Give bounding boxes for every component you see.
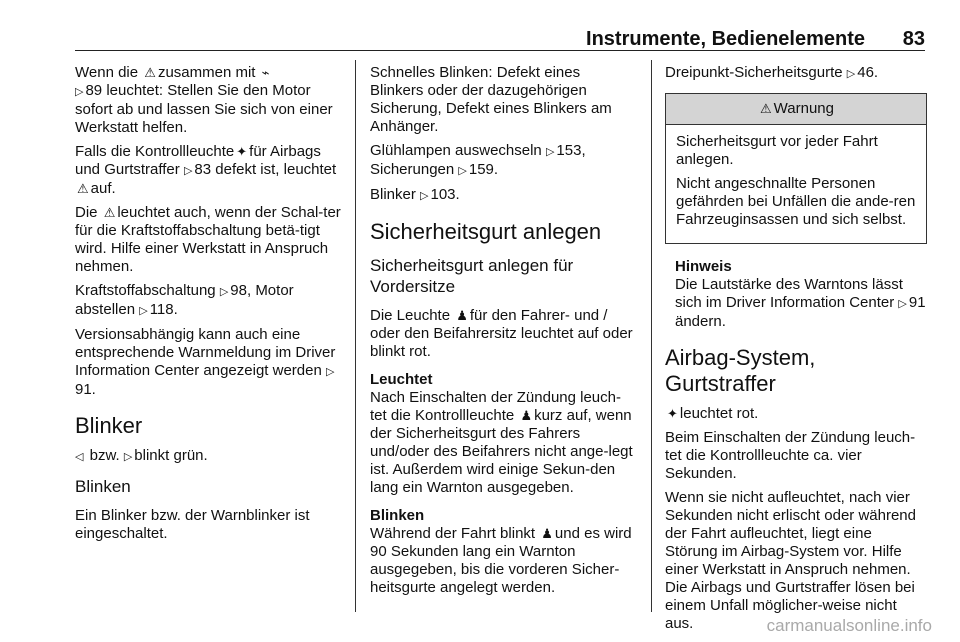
paragraph: Blinker ▷ 103. [370, 186, 460, 203]
note-title: Hinweis [675, 258, 732, 275]
warning-box-title: ⚠ Warnung [666, 94, 926, 125]
subsection-heading-vordersitze: Sicherheitsgurt anlegen für Vordersitze [370, 256, 574, 296]
page-reference-arrow-icon: ▷ [183, 165, 193, 177]
paragraph: Nicht angeschnallte Personen gefährden bei Unfällen die ande-ren Fahrzeuginsassen und sich selbst. [676, 175, 916, 228]
paragraph: Während der Fahrt blinkt ♟ und es wird 90 Sekunden lang ein Warnton ausgegeben, bis die vorderen Sicher-heitsgurte angelegt werden. [370, 525, 632, 596]
seatbelt-icon: ♟ [520, 408, 533, 423]
airbag-icon: ✦ [667, 406, 678, 421]
subsection-heading-blinken: Blinken [75, 477, 131, 496]
paragraph: Ein Blinker bzw. der Warnblinker ist eingeschaltet. [75, 507, 310, 542]
paragraph: Sicherheitsgurt vor jeder Fahrt anlegen. [676, 133, 878, 168]
page-reference-arrow-icon: ▷ [898, 298, 907, 310]
paragraph: Wenn die ⚠ zusammen mit ⌁ ▷ 89 leuchtet: Stellen Sie den Motor sofort ab und lassen Sie sich von einer Werkstatt helfen. [75, 64, 333, 136]
paragraph: Glühlampen auswechseln ▷ 153, Sicherungen ▷ 159. [370, 142, 586, 178]
seatbelt-icon: ♟ [456, 308, 468, 323]
label-blinken: Blinken [370, 507, 425, 524]
paragraph: Schnelles Blinken: Defekt eines Blinkers oder der dazugehörigen Sicherung, Defekt eines Blinkers am Anhänger. [370, 64, 612, 135]
section-heading-blinker: Blinker [75, 413, 143, 438]
warning-triangle-icon: ⚠ [103, 205, 116, 220]
page-reference-arrow-icon: ▷ [139, 305, 148, 317]
column-right [665, 64, 927, 639]
page-reference-arrow-icon: ▷ [75, 86, 84, 98]
paragraph: Falls die Kontrollleuchte ✦ für Airbags und Gurtstraffer ▷ 83 defekt ist, leuchtet ⚠ auf. [75, 143, 337, 197]
paragraph: ✦ leuchtet rot. [667, 405, 759, 422]
paragraph: Versionsabhängig kann auch eine entsprechende Warnmeldung im Driver Information Center angezeigt werden ▷91. [75, 326, 336, 398]
turn-signal-left-icon: ◁ [75, 451, 84, 463]
page-reference-arrow-icon: ▷ [219, 286, 229, 298]
note-box [665, 258, 927, 331]
page-title: Instrumente, Bedienelemente [586, 28, 865, 50]
page-number: 83 [902, 28, 925, 50]
warning-triangle-icon: ⚠ [760, 101, 772, 116]
warning-box-body [666, 125, 926, 243]
note-text: Die Lautstärke des Warntons lässt sich im Driver Information Center ▷ 91 ändern. [675, 276, 926, 330]
page-reference-arrow-icon: ▷ [420, 190, 429, 202]
paragraph: Kraftstoffabschaltung ▷ 98, Motor abstellen ▷ 118. [75, 282, 294, 318]
page-header [75, 22, 925, 52]
label-leuchtet: Leuchtet [370, 371, 433, 388]
page-reference-arrow-icon: ▷ [846, 68, 856, 80]
paragraph: Dreipunkt-Sicherheitsgurte ▷ 46. [665, 64, 879, 81]
engine-light-icon: ⌁ [261, 65, 270, 80]
turn-signal-right-icon: ▷ [123, 451, 133, 463]
page-reference-arrow-icon: ▷ [545, 146, 555, 158]
column-left [75, 64, 350, 549]
paragraph: Wenn sie nicht aufleuchtet, nach vier Sekunden nicht erlischt oder während der Fahrt aufleuchtet, liegt eine Störung im Airbag-System vor. Hilfe einer Werkstatt in Anspruch nehmen. Die Airbags und Gurtstraffer lösen bei einem Unfall möglicher-weise nicht aus. [665, 489, 916, 632]
airbag-icon: ✦ [236, 144, 248, 159]
seatbelt-icon: ♟ [541, 526, 553, 541]
column-middle [370, 64, 635, 603]
column-divider [651, 60, 652, 612]
paragraph: Beim Einschalten der Zündung leuch-tet die Kontrollleuchte ca. vier Sekunden. [665, 429, 916, 482]
paragraph: Die ⚠ leuchtet auch, wenn der Schal-ter für die Kraftstoffabschaltung betä-tigt wird. Hilfe einer Werkstatt in Anspruch nehmen. [75, 204, 341, 275]
paragraph: Nach Einschalten der Zündung leuch-tet die Kontrollleuchte ♟ kurz auf, wenn der Sicherheitsgurt des Fahrers und/oder des Beifahrers nicht ange-legt ist. Außerdem wird einige Sekun-den lang ein Warnton ausgegeben. [370, 389, 633, 496]
page-reference-arrow-icon: ▷ [458, 165, 467, 177]
column-divider [355, 60, 356, 612]
section-heading-airbag: Airbag-System, Gurtstraffer [665, 345, 816, 396]
paragraph: ◁ bzw. ▷ blinkt grün. [75, 447, 208, 464]
page-reference-arrow-icon: ▷ [325, 366, 335, 378]
header-rule [75, 50, 925, 51]
warning-box [665, 93, 927, 244]
warning-triangle-icon: ⚠ [77, 181, 89, 196]
section-heading-sicherheitsgurt: Sicherheitsgurt anlegen [370, 219, 602, 244]
watermark: carmanualsonline.info [766, 616, 932, 635]
warning-triangle-icon: ⚠ [144, 65, 156, 80]
paragraph: Die Leuchte ♟ für den Fahrer- und / oder den Beifahrersitz leuchtet auf oder blinkt rot. [370, 307, 633, 360]
